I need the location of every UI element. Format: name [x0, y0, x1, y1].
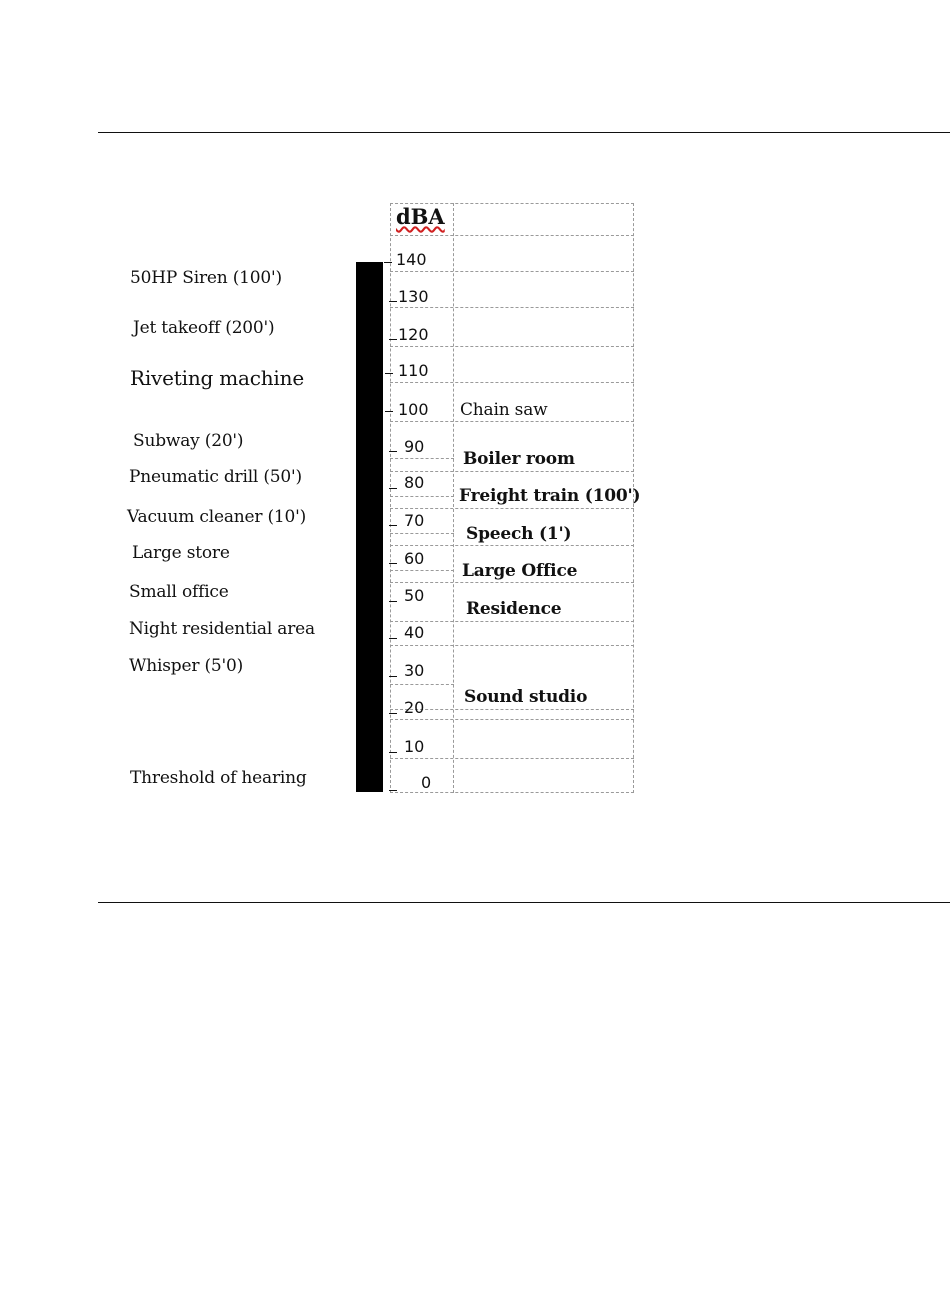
tick-label: 80 — [404, 473, 425, 492]
left-label-threshold: Threshold of hearing — [130, 768, 307, 788]
scale-axis-line — [382, 262, 383, 792]
tick-label: 70 — [404, 511, 425, 530]
tick-mark — [389, 601, 397, 602]
tick-mark — [389, 451, 397, 452]
tick-label: 10 — [404, 737, 425, 756]
left-label-small-office: Small office — [129, 582, 229, 602]
tick-label: 120 — [398, 325, 429, 344]
right-label-sound-studio: Sound studio — [464, 687, 588, 707]
tick-mark — [384, 262, 392, 263]
left-label-subway: Subway (20') — [133, 431, 244, 451]
tick-label: 60 — [404, 549, 425, 568]
scale-bar — [356, 262, 382, 792]
tick-mark — [389, 638, 397, 639]
scale-table-divider — [453, 203, 454, 793]
tick-mark — [389, 790, 397, 791]
left-label-drill: Pneumatic drill (50') — [129, 467, 302, 487]
tick-mark — [389, 525, 397, 526]
tick-label: 20 — [404, 698, 425, 717]
right-label-freight-train: Freight train (100') — [459, 486, 641, 506]
tick-mark — [389, 488, 397, 489]
tick-mark — [385, 373, 393, 374]
tick-label: 130 — [398, 287, 429, 306]
right-label-boiler-room: Boiler room — [463, 449, 575, 469]
left-label-vacuum: Vacuum cleaner (10') — [127, 507, 307, 527]
right-label-speech: Speech (1') — [466, 524, 572, 544]
bottom-rule — [98, 902, 950, 903]
left-label-night-residential: Night residential area — [129, 619, 315, 639]
tick-label: 110 — [398, 361, 429, 380]
top-rule — [98, 132, 950, 133]
left-label-riveting: Riveting machine — [130, 366, 304, 390]
tick-label: 90 — [404, 437, 425, 456]
left-label-whisper: Whisper (5'0) — [129, 656, 244, 676]
tick-label: 140 — [396, 250, 427, 269]
tick-mark — [389, 752, 397, 753]
tick-mark — [389, 301, 397, 302]
tick-mark — [385, 411, 393, 412]
unit-label: dBA — [396, 204, 445, 229]
left-label-large-store: Large store — [132, 543, 230, 563]
right-label-chain-saw: Chain saw — [460, 400, 548, 420]
tick-mark — [389, 713, 397, 714]
tick-label: 0 — [421, 773, 432, 792]
tick-label: 40 — [404, 623, 425, 642]
tick-label: 100 — [398, 400, 429, 419]
right-label-residence: Residence — [466, 599, 562, 619]
tick-mark — [389, 676, 397, 677]
tick-label: 50 — [404, 586, 425, 605]
tick-label: 30 — [404, 661, 425, 680]
tick-mark — [389, 563, 397, 564]
left-label-jet: Jet takeoff (200') — [133, 318, 275, 338]
tick-mark — [389, 339, 397, 340]
left-label-siren: 50HP Siren (100') — [130, 268, 282, 288]
right-label-large-office: Large Office — [462, 561, 578, 581]
